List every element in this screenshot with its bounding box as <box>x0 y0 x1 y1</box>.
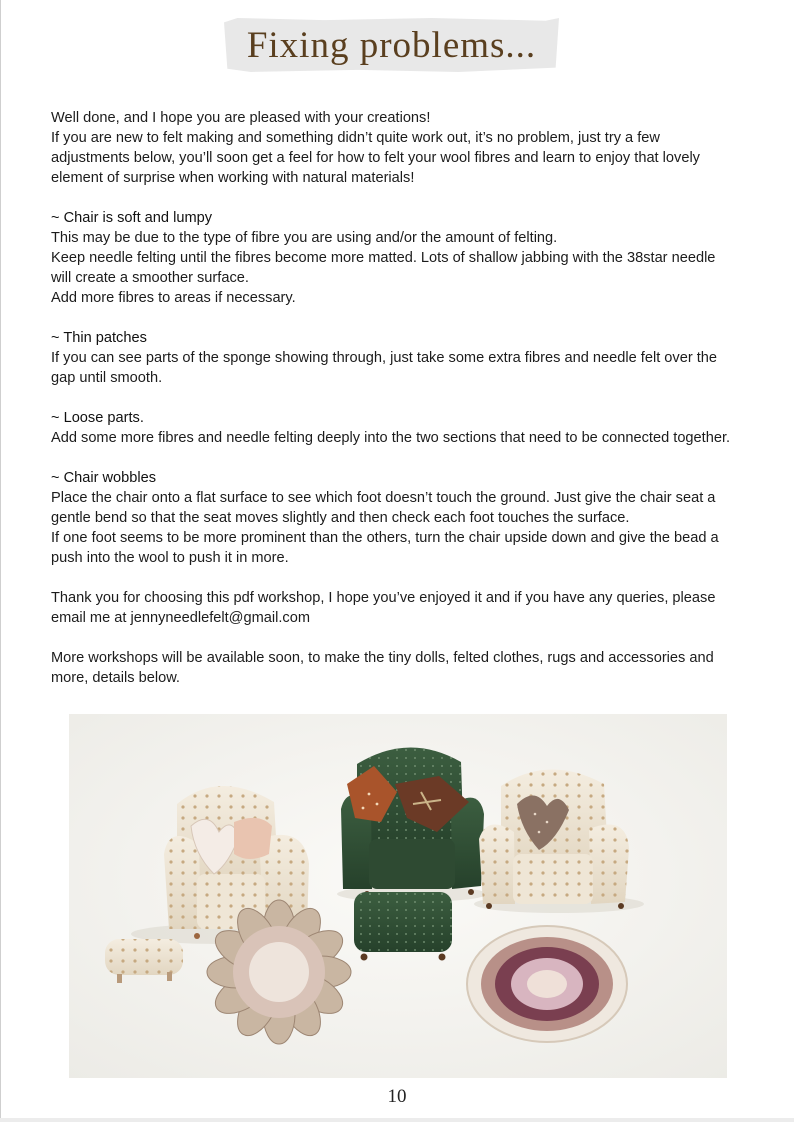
section-line: gap until smooth. <box>51 370 163 386</box>
section-heading: ~ Chair wobbles <box>51 470 157 486</box>
intro-line: If you are new to felt making and something didn’t quite work out, it’s no problem, just try a few <box>51 130 660 146</box>
intro-line: Well done, and I hope you are pleased with your creations! <box>51 110 431 126</box>
section-heading: ~ Loose parts. <box>51 410 144 426</box>
section-line: This may be due to the type of fibre you are using and/or the amount of felting. <box>51 230 558 246</box>
felt-furniture-photo <box>69 714 727 1078</box>
section-line: Place the chair onto a flat surface to see which foot doesn’t touch the ground. Just give the chair seat a <box>51 490 716 506</box>
closing-more-workshops <box>51 648 751 688</box>
intro-paragraph <box>51 108 751 188</box>
page-title: Fixing problems... <box>246 25 537 66</box>
section-heading: ~ Thin patches <box>51 330 147 346</box>
closing-line: email me at jennyneedlefelt@gmail.com <box>51 610 310 626</box>
section-line: If you can see parts of the sponge showing through, just take some extra fibres and needle felt over the <box>51 350 718 366</box>
page-number: 10 <box>387 1086 407 1107</box>
section-chair-wobbles <box>51 468 751 568</box>
section-line: will create a smoother surface. <box>51 270 249 286</box>
section-line: push into the wool to push it in more. <box>51 550 289 566</box>
section-thin-patches <box>51 328 751 388</box>
closing-line: Thank you for choosing this pdf workshop, I hope you’ve enjoyed it and if you have any queries, please <box>51 590 716 606</box>
round-rug <box>467 926 627 1042</box>
body-text <box>51 108 751 688</box>
intro-line: element of surprise when working with natural materials! <box>51 170 415 186</box>
intro-line: adjustments below, you’ll soon get a feel for how to felt your wool fibres and learn to enjoy that lovely <box>51 150 700 166</box>
section-line: gentle bend so that the seat moves slightly and then check each foot touches the surface. <box>51 510 630 526</box>
page-bottom-edge <box>0 1118 794 1122</box>
green-footstool <box>354 892 452 961</box>
section-soft-lumpy <box>51 208 751 308</box>
section-line: Add some more fibres and needle felting deeply into the two sections that need to be connected together. <box>51 430 731 446</box>
closing-line: More workshops will be available soon, to make the tiny dolls, felted clothes, rugs and accessories and <box>51 650 714 666</box>
section-heading: ~ Chair is soft and lumpy <box>51 210 213 226</box>
closing-line: more, details below. <box>51 670 180 686</box>
section-loose-parts <box>51 408 751 448</box>
closing-thanks <box>51 588 751 628</box>
section-line: If one foot seems to be more prominent than the others, turn the chair upside down and give the bead a <box>51 530 719 546</box>
section-line: Add more fibres to areas if necessary. <box>51 290 296 306</box>
page-left-edge <box>0 0 1 1122</box>
section-line: Keep needle felting until the fibres become more matted. Lots of shallow jabbing with the 38star needle <box>51 250 716 266</box>
